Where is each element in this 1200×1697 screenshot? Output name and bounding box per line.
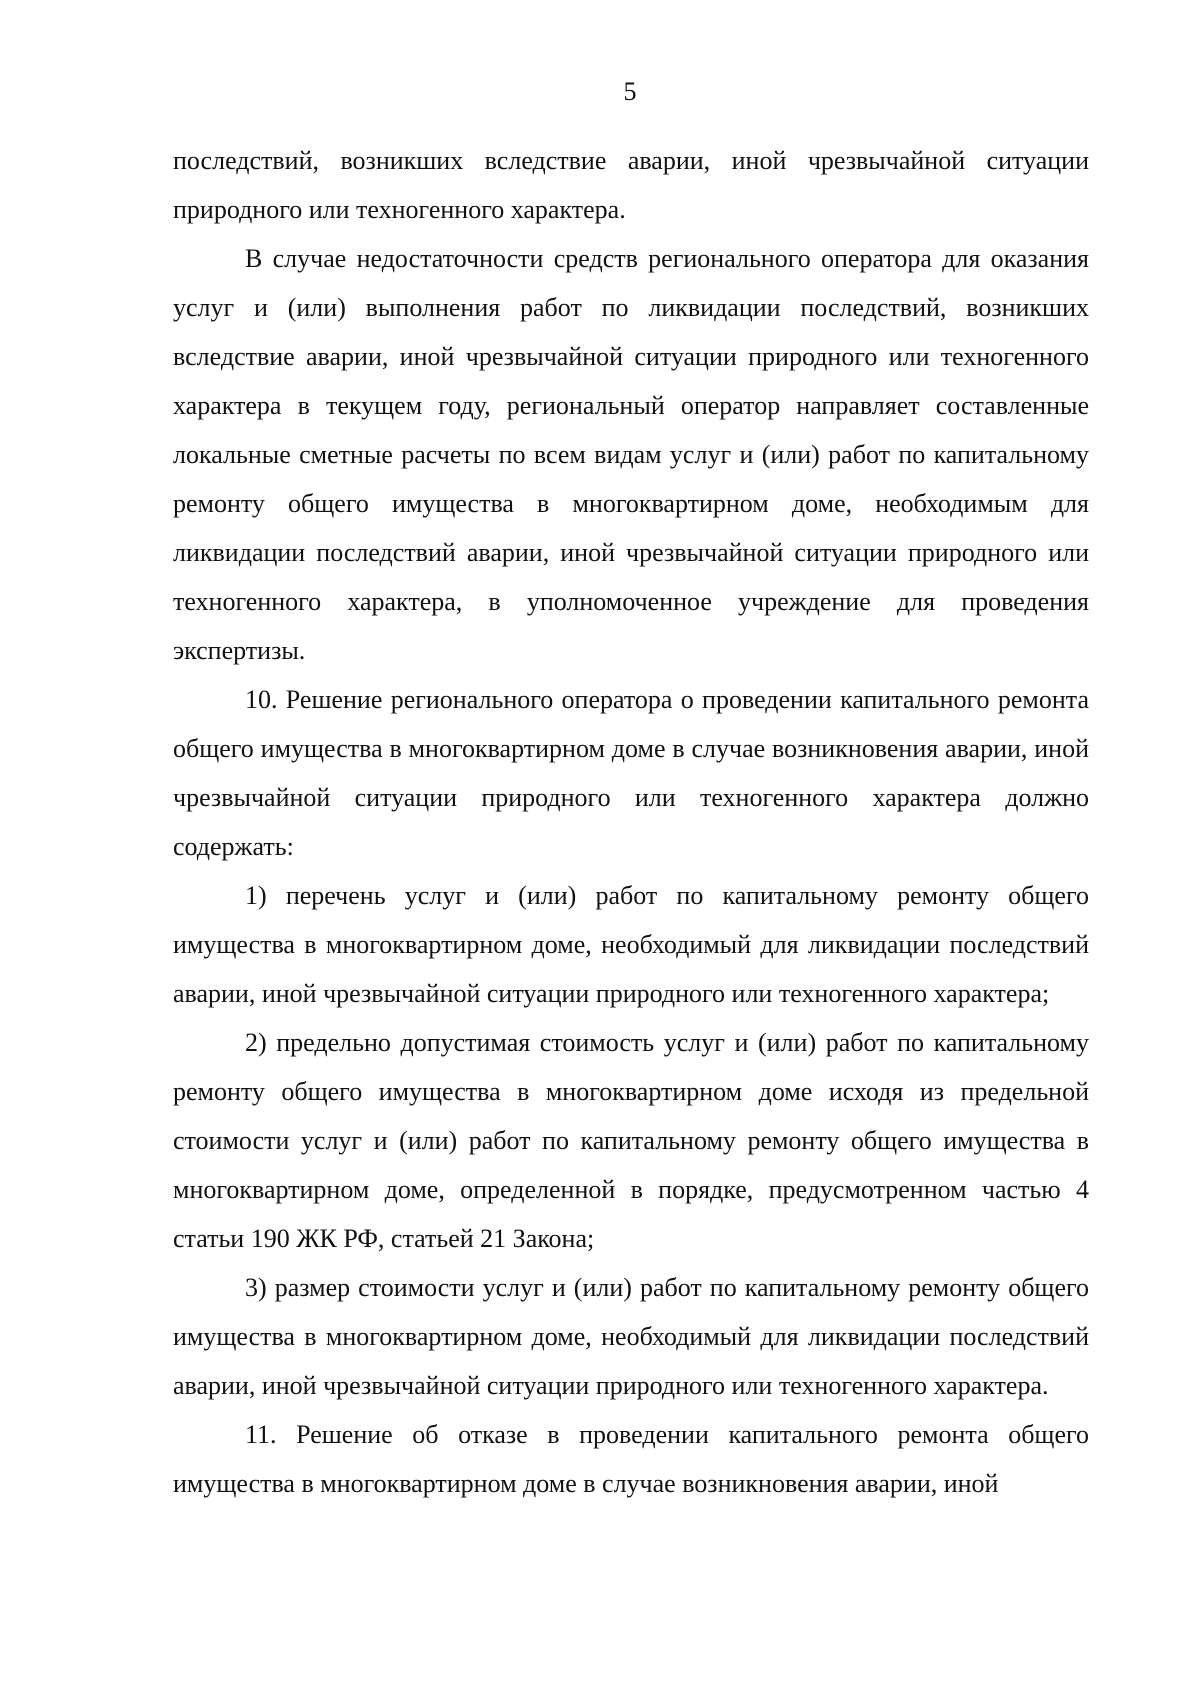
paragraph-item-2: 2) предельно допустимая стоимость услуг и (или) работ по капитальному ремонту общего имущества в многоквартирном доме исходя из предельной стоимости услуг и (или) работ по капитальному ремонту общего имущества в многоквартирном доме, определенной в порядке, предусмотренном частью 4 статьи 190 ЖК РФ, статьей 21 Закона; (173, 1028, 1089, 1253)
paragraph-insufficient-funds: В случае недостаточности средств регионального оператора для оказания услуг и (или) выполнения работ по ликвидации последствий, возникших вследствие аварии, иной чрезвычайной ситуации природного или техногенного характера в текущем году, региональный оператор направляет составленные локальные сметные расчеты по всем видам услуг и (или) работ по капитальному ремонту общего имущества в многоквартирном доме, необходимым для ликвидации последствий аварии, иной чрезвычайной ситуации природного или техногенного характера, в уполномоченное учреждение для проведения экспертизы. (173, 244, 1089, 665)
paragraph-item-1: 1) перечень услуг и (или) работ по капитальному ремонту общего имущества в многоквартирном доме, необходимый для ликвидации последствий аварии, иной чрезвычайной ситуации природного или техногенного характера; (173, 881, 1089, 1008)
paragraph-clause-10: 10. Решение регионального оператора о проведении капитального ремонта общего имущества в многоквартирном доме в случае возникновения аварии, иной чрезвычайной ситуации природного или техногенного характера должно содержать: (173, 685, 1089, 861)
paragraph-item-3: 3) размер стоимости услуг и (или) работ по капитальному ремонту общего имущества в многоквартирном доме, необходимый для ликвидации последствий аварии, иной чрезвычайной ситуации природного или техногенного характера. (173, 1273, 1089, 1400)
paragraph-clause-11: 11. Решение об отказе в проведении капитального ремонта общего имущества в многоквартирном доме в случае возникновения аварии, иной (173, 1420, 1089, 1498)
paragraph-continuation: последствий, возникших вследствие аварии, иной чрезвычайной ситуации природного или техногенного характера. (173, 146, 1089, 224)
page-number: 5 (623, 77, 637, 106)
document-body (173, 136, 1089, 1508)
